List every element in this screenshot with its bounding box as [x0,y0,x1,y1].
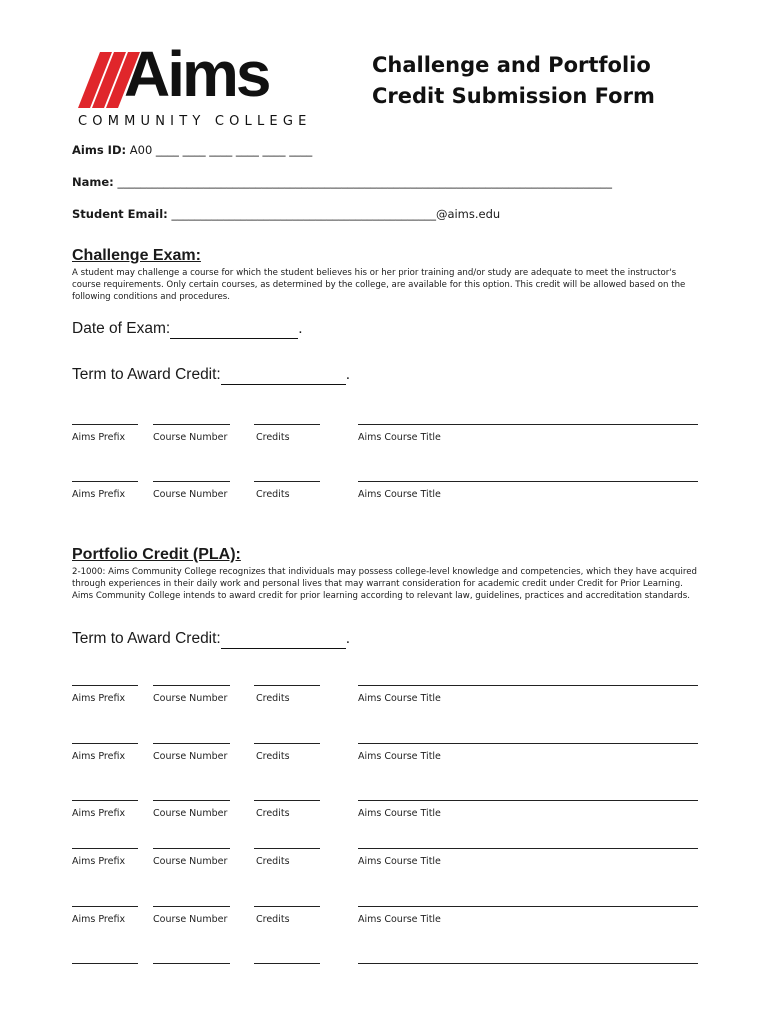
prefix-label: Aims Prefix [72,856,126,867]
logo-wordmark: Aims [124,38,269,110]
prefix-blank[interactable] [72,424,138,425]
challenge-term-label: Term to Award Credit: [72,366,221,383]
course-row[interactable] [72,424,698,454]
course-title-blank[interactable] [358,424,698,425]
course-title-blank[interactable] [358,800,698,801]
name-label: Name: [72,175,114,189]
challenge-term-field[interactable] [72,366,350,385]
prefix-label: Aims Prefix [72,808,126,819]
aims-id-value[interactable]: A00 ____ ____ ____ ____ ____ ____ [129,143,313,157]
course-title-label: Aims Course Title [358,751,441,762]
course-title-blank[interactable] [358,848,698,849]
course-number-label: Course Number [153,751,228,762]
aims-logo [78,38,323,132]
credits-label: Credits [256,432,290,443]
prefix-label: Aims Prefix [72,489,126,500]
credits-blank[interactable] [254,848,320,849]
credits-label: Credits [256,856,290,867]
prefix-blank[interactable] [72,963,138,964]
prefix-label: Aims Prefix [72,751,126,762]
challenge-heading: Challenge Exam: [72,247,201,264]
prefix-label: Aims Prefix [72,432,126,443]
logo-subtitle: COMMUNITY COLLEGE [78,114,312,129]
aims-id-field[interactable] [72,143,312,157]
portfolio-term-label: Term to Award Credit: [72,630,221,647]
prefix-label: Aims Prefix [72,693,126,704]
credits-blank[interactable] [254,685,320,686]
course-number-blank[interactable] [153,685,230,686]
form-title-line2: Credit Submission Form [372,84,655,108]
course-number-blank[interactable] [153,963,230,964]
challenge-term-blank[interactable] [221,366,346,385]
prefix-blank[interactable] [72,743,138,744]
course-row[interactable] [72,685,698,715]
form-title-line1: Challenge and Portfolio [372,53,651,77]
course-row[interactable] [72,800,698,830]
course-title-blank[interactable] [358,685,698,686]
course-title-blank[interactable] [358,906,698,907]
course-title-label: Aims Course Title [358,914,441,925]
course-title-label: Aims Course Title [358,808,441,819]
course-title-label: Aims Course Title [358,489,441,500]
credits-label: Credits [256,914,290,925]
course-number-label: Course Number [153,808,228,819]
course-title-blank[interactable] [358,963,698,964]
course-title-blank[interactable] [358,481,698,482]
course-number-blank[interactable] [153,906,230,907]
course-number-blank[interactable] [153,800,230,801]
course-number-label: Course Number [153,856,228,867]
credits-blank[interactable] [254,424,320,425]
course-number-blank[interactable] [153,848,230,849]
prefix-blank[interactable] [72,848,138,849]
challenge-description: A student may challenge a course for which the student believes his or her prior training and/or study are adequate to meet the instructor's course requirements. Only certain courses, as determined by the college, are available for this option. This credit will be allowed based on the following conditions and procedures. [72,268,686,302]
date-end-mark: . [298,320,303,337]
name-blank[interactable]: ______________________________________________________________________________________ [117,175,612,189]
course-row[interactable] [72,963,698,973]
portfolio-term-end-mark: . [345,630,351,647]
prefix-blank[interactable] [72,906,138,907]
portfolio-description: 2-1000: Aims Community College recognizes that individuals may possess college-level knowledge and competencies, which they have acquired through experiences in their daily work and personal lives that may warrant consideration for academic credit under Credit for Prior Learning. Aims Community College intends to award credit for prior learning according to relevant law, guidelines, practices and accreditation standards. [72,567,697,601]
course-number-label: Course Number [153,432,228,443]
course-number-blank[interactable] [153,743,230,744]
portfolio-heading: Portfolio Credit (PLA): [72,546,241,563]
course-title-blank[interactable] [358,743,698,744]
credits-label: Credits [256,489,290,500]
course-number-blank[interactable] [153,424,230,425]
credits-blank[interactable] [254,481,320,482]
course-title-label: Aims Course Title [358,432,441,443]
course-number-label: Course Number [153,489,228,500]
credits-label: Credits [256,751,290,762]
course-number-label: Course Number [153,693,228,704]
credits-blank[interactable] [254,743,320,744]
credits-label: Credits [256,808,290,819]
prefix-blank[interactable] [72,800,138,801]
form-title [372,50,655,112]
course-row[interactable] [72,906,698,936]
prefix-blank[interactable] [72,481,138,482]
portfolio-term-blank[interactable] [221,630,346,649]
email-label: Student Email: [72,207,168,221]
name-field[interactable] [72,175,612,189]
course-row[interactable] [72,481,698,511]
portfolio-term-field[interactable] [72,630,350,649]
aims-id-label: Aims ID: [72,143,127,157]
prefix-blank[interactable] [72,685,138,686]
email-suffix: @aims.edu [435,207,501,221]
date-of-exam-field[interactable] [72,320,303,339]
course-row[interactable] [72,848,698,878]
course-number-blank[interactable] [153,481,230,482]
credits-blank[interactable] [254,963,320,964]
term-end-mark: . [345,366,351,383]
email-field[interactable] [72,207,500,221]
course-row[interactable] [72,743,698,773]
credits-blank[interactable] [254,800,320,801]
credits-label: Credits [256,693,290,704]
prefix-label: Aims Prefix [72,914,126,925]
course-number-label: Course Number [153,914,228,925]
course-title-label: Aims Course Title [358,693,441,704]
credits-blank[interactable] [254,906,320,907]
email-blank[interactable]: ______________________________________________ [171,207,436,221]
date-of-exam-label: Date of Exam: [72,320,171,337]
course-title-label: Aims Course Title [358,856,441,867]
date-of-exam-blank[interactable] [170,320,298,339]
